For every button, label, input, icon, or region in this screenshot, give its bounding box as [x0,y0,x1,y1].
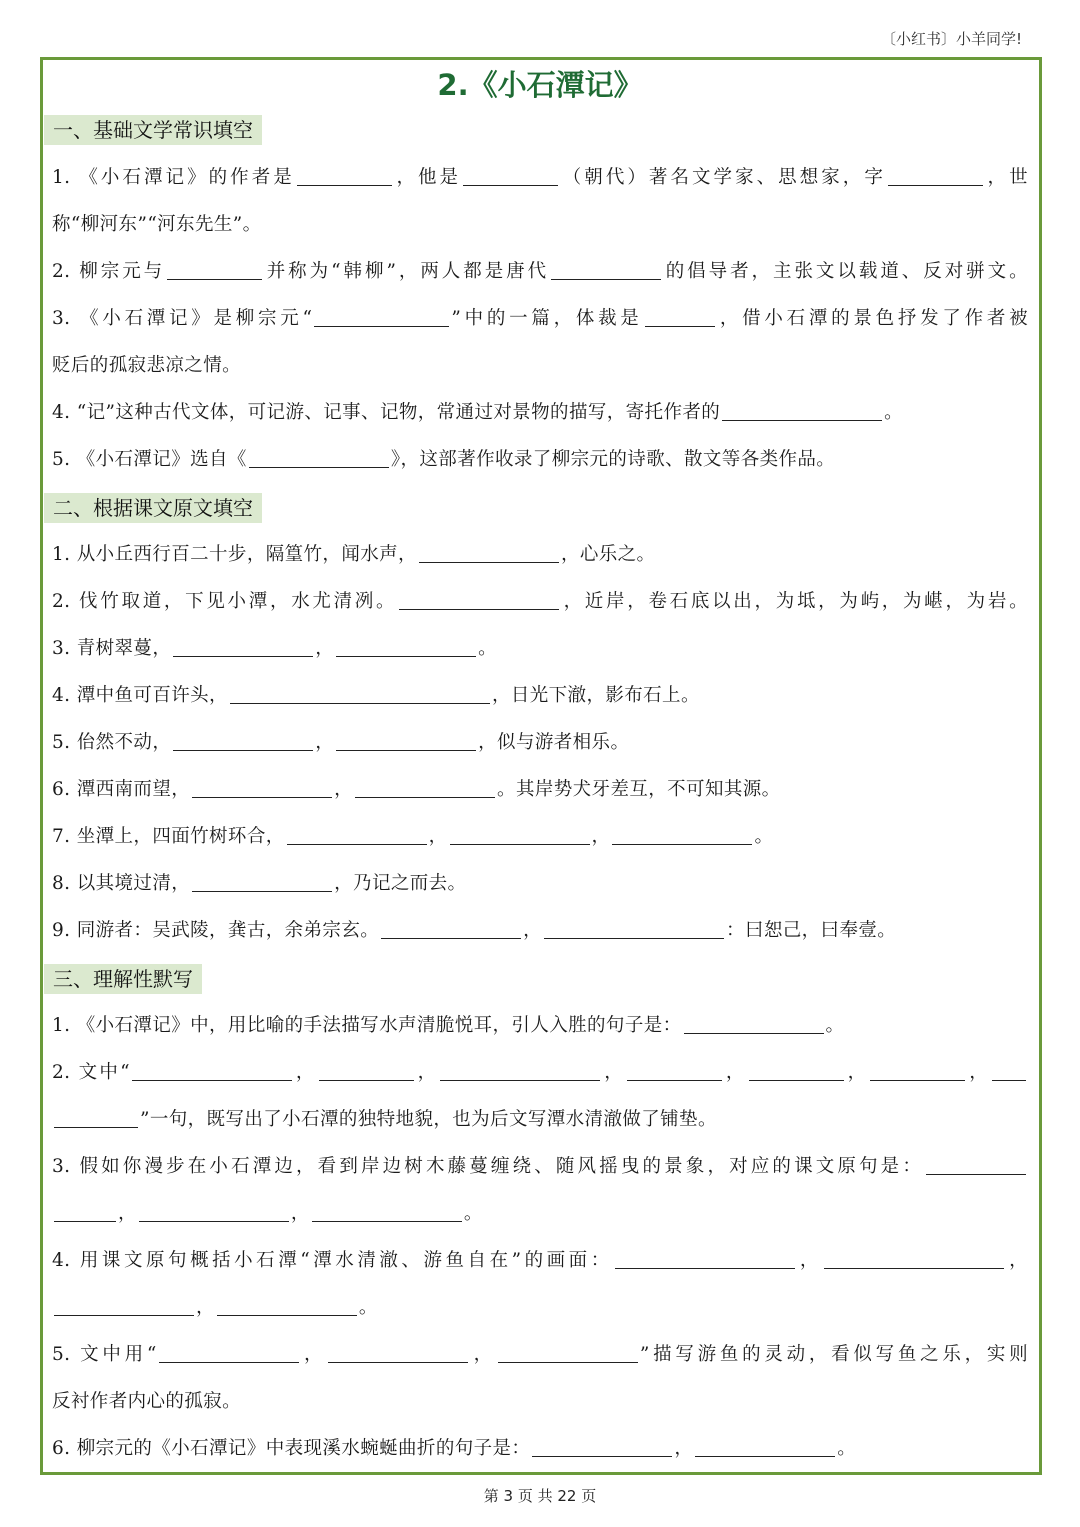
answer-blank[interactable] [870,1060,965,1081]
answer-blank[interactable] [54,1201,116,1222]
question-line: 3. 青树翠蔓， ， 。 [52,638,498,659]
answer-blank[interactable] [532,1436,672,1457]
answer-blank[interactable] [217,1295,357,1316]
answer-blank[interactable] [824,1248,1004,1269]
answer-blank[interactable] [230,683,490,704]
question-line: 3. 假如你漫步在小石潭边，看到岸边树木藤蔓缠绕、随风摇曳的景象，对应的课文原句是： [52,1152,1028,1182]
question-line: ， ， 。 [52,1199,1028,1229]
question-line: 5. 《小石潭记》选自《 》，这部著作收录了柳宗元的诗歌、散文等各类作品。 [52,449,836,470]
answer-blank[interactable] [551,259,661,280]
answer-blank[interactable] [319,1060,414,1081]
question-line: ， 。 [52,1293,1028,1323]
question-line: 6. 柳宗元的《小石潭记》中表现溪水蜿蜒曲折的句子是： ， 。 [52,1438,857,1459]
answer-blank[interactable] [498,1342,638,1363]
answer-blank[interactable] [645,306,715,327]
answer-blank[interactable] [192,871,332,892]
question-line: 4. 潭中鱼可百许头， ，日光下澈，影布石上。 [52,685,700,706]
answer-blank[interactable] [132,1060,292,1081]
section-heading-2: 二、根据课文原文填空 [44,493,262,523]
answer-blank[interactable] [54,1295,194,1316]
answer-blank[interactable] [173,730,313,751]
watermark: 〔小红书〕小羊同学! [880,30,1022,48]
answer-blank[interactable] [312,1201,462,1222]
answer-blank[interactable] [167,259,262,280]
question-line: 8. 以其境过清， ，乃记之而去。 [52,873,467,894]
question-line: 3. 《小石潭记》是柳宗元“ ”中的一篇，体裁是 ，借小石潭的景色抒发了作者被 [52,308,1028,329]
answer-blank[interactable] [888,165,983,186]
answer-blank[interactable] [192,777,332,798]
question-line: 1. 《小石潭记》的作者是 ，他是 （朝代）著名文学家、思想家，字 ，世 [52,167,1028,188]
page-footer: 第 3 页 共 22 页 [483,1487,597,1505]
question-line: 5. 文中用“ ， ， ”描写游鱼的灵动，看似写鱼之乐，实则 [52,1344,1028,1365]
question-line: 1. 从小丘西行百二十步，隔篁竹，闻水声， ，心乐之。 [52,544,656,565]
answer-blank[interactable] [173,636,313,657]
answer-blank[interactable] [926,1154,1026,1175]
answer-blank[interactable] [328,1342,468,1363]
question-line: 9. 同游者：吴武陵，龚古，余弟宗玄。 ， ：曰恕己，曰奉壹。 [52,920,897,941]
answer-blank[interactable] [992,1060,1026,1081]
question-line: 7. 坐潭上，四面竹树环合， ， ， 。 [52,826,774,847]
page-title: 2.《小石潭记》 [437,68,643,102]
section-heading-1: 一、基础文学常识填空 [44,115,262,145]
question-line: 2. 柳宗元与 并称为“韩柳”，两人都是唐代 的倡导者，主张文以载道、反对骈文。 [52,261,1028,282]
answer-blank[interactable] [749,1060,844,1081]
question-line: 4. “记”这种古代文体，可记游、记事、记物，常通过对景物的描写，寄托作者的 。 [52,402,904,423]
answer-blank[interactable] [355,777,495,798]
answer-blank[interactable] [440,1060,600,1081]
answer-blank[interactable] [336,730,476,751]
answer-blank[interactable] [139,1201,289,1222]
answer-blank[interactable] [287,824,427,845]
question-line: 称“柳河东”“河东先生”。 [52,214,262,235]
answer-blank[interactable] [297,165,392,186]
section-heading-3: 三、理解性默写 [44,964,202,994]
answer-blank[interactable] [722,400,882,421]
answer-blank[interactable] [695,1436,835,1457]
answer-blank[interactable] [249,447,389,468]
answer-blank[interactable] [544,918,724,939]
answer-blank[interactable] [54,1107,138,1128]
answer-blank[interactable] [684,1013,824,1034]
question-line: 4. 用课文原句概括小石潭“潭水清澈、游鱼自在”的画面： ， ， [52,1250,1028,1271]
answer-blank[interactable] [615,1248,795,1269]
question-line: 反衬作者内心的孤寂。 [52,1391,242,1412]
answer-blank[interactable] [314,306,449,327]
answer-blank[interactable] [159,1342,299,1363]
question-line: 6. 潭西南而望， ， 。其岸势犬牙差互，不可知其源。 [52,779,781,800]
answer-blank[interactable] [450,824,590,845]
question-line: 2. 文中“ ， ， ， ， ， ， [52,1058,1028,1088]
answer-blank[interactable] [399,589,559,610]
answer-blank[interactable] [463,165,558,186]
question-line: 2. 伐竹取道，下见小潭，水尤清冽。 ，近岸，卷石底以出，为坻，为屿，为嵁，为岩。 [52,591,1028,612]
question-line: ”一句，既写出了小石潭的独特地貌，也为后文写潭水清澈做了铺垫。 [52,1105,1028,1135]
question-line: 贬后的孤寂悲凉之情。 [52,355,242,376]
answer-blank[interactable] [612,824,752,845]
answer-blank[interactable] [627,1060,722,1081]
answer-blank[interactable] [381,918,521,939]
question-line: 5. 佁然不动， ， ，似与游者相乐。 [52,732,630,753]
answer-blank[interactable] [419,542,559,563]
question-line: 1. 《小石潭记》中，用比喻的手法描写水声清脆悦耳，引人入胜的句子是： 。 [52,1015,845,1036]
answer-blank[interactable] [336,636,476,657]
